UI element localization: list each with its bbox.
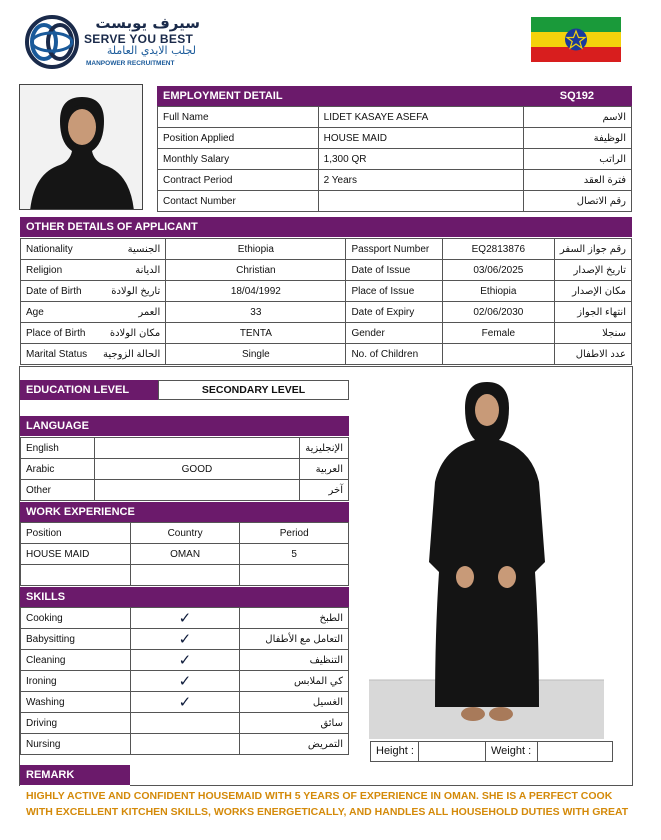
skill-label: Babysitting bbox=[21, 629, 131, 650]
employment-label: Position Applied bbox=[158, 128, 319, 149]
other-label-ar: الجنسية bbox=[98, 239, 166, 260]
employment-label-ar: رقم الاتصال bbox=[524, 191, 632, 212]
employment-label: Monthly Salary bbox=[158, 149, 319, 170]
skill-label: Cleaning bbox=[21, 650, 131, 671]
other-value-2: 02/06/2030 bbox=[442, 302, 554, 323]
employment-label-ar: الراتب bbox=[524, 149, 632, 170]
other-label: Age bbox=[21, 302, 99, 323]
skill-label-ar: التمريض bbox=[240, 734, 349, 755]
other-label-2-ar: مكان الإصدار bbox=[554, 281, 631, 302]
education-level-value: SECONDARY LEVEL bbox=[158, 380, 349, 400]
other-label-2-ar: سنجلا bbox=[554, 323, 631, 344]
applicant-full-body-photo bbox=[369, 372, 604, 739]
measurements-row bbox=[370, 741, 613, 762]
other-details-row bbox=[21, 323, 632, 344]
skill-check-icon: ✓ bbox=[130, 650, 239, 671]
language-label: Other bbox=[21, 480, 95, 501]
remark-header bbox=[20, 765, 130, 785]
logo-english-name: SERVE YOU BEST bbox=[84, 32, 194, 46]
other-details-title: OTHER DETAILS OF APPLICANT bbox=[26, 221, 198, 233]
work-column-header: Period bbox=[240, 523, 349, 544]
other-details-row bbox=[21, 260, 632, 281]
weight-label: Weight : bbox=[486, 742, 538, 761]
work-experience-header bbox=[20, 502, 349, 522]
employment-value bbox=[318, 191, 524, 212]
other-details-row bbox=[21, 302, 632, 323]
language-table bbox=[20, 437, 349, 501]
other-label-2-ar: تاريخ الإصدار bbox=[554, 260, 631, 281]
work-cell bbox=[130, 565, 240, 586]
height-value bbox=[419, 742, 486, 761]
employment-label: Contact Number bbox=[158, 191, 319, 212]
work-experience-table bbox=[20, 522, 349, 586]
other-label-2: Date of Expiry bbox=[346, 302, 442, 323]
logo-knot-icon bbox=[24, 14, 80, 70]
left-frame-line bbox=[19, 366, 20, 786]
language-title: LANGUAGE bbox=[26, 420, 89, 432]
other-value: 18/04/1992 bbox=[166, 281, 346, 302]
language-value: GOOD bbox=[94, 459, 299, 480]
other-label-ar: الديانة bbox=[98, 260, 166, 281]
skill-label-ar: كي الملابس bbox=[240, 671, 349, 692]
skill-check-icon bbox=[130, 734, 239, 755]
language-header bbox=[20, 416, 349, 436]
education-level-label-text: EDUCATION LEVEL bbox=[26, 384, 130, 396]
skill-label-ar: الغسيل bbox=[240, 692, 349, 713]
employment-row bbox=[158, 149, 632, 170]
employment-label: Contract Period bbox=[158, 170, 319, 191]
other-label-2-ar: رقم جواز السفر bbox=[554, 239, 631, 260]
height-label: Height : bbox=[371, 742, 419, 761]
work-row bbox=[21, 544, 349, 565]
remark-header-line bbox=[130, 785, 632, 786]
skill-label-ar: سائق bbox=[240, 713, 349, 734]
other-label: Marital Status bbox=[21, 344, 99, 365]
other-label: Religion bbox=[21, 260, 99, 281]
employment-detail-table bbox=[157, 106, 632, 212]
employment-row bbox=[158, 128, 632, 149]
other-value-2 bbox=[442, 344, 554, 365]
other-label-ar: مكان الولادة bbox=[98, 323, 166, 344]
skill-row bbox=[21, 608, 349, 629]
mid-frame-line bbox=[19, 366, 633, 367]
employment-row bbox=[158, 191, 632, 212]
work-cell: OMAN bbox=[130, 544, 240, 565]
remark-text bbox=[26, 788, 636, 820]
skills-header bbox=[20, 587, 349, 607]
employment-value: HOUSE MAID bbox=[318, 128, 524, 149]
work-cell: HOUSE MAID bbox=[21, 544, 131, 565]
work-cell bbox=[21, 565, 131, 586]
remark-line-1: HIGHLY ACTIVE AND CONFIDENT HOUSEMAID WITH 5 YEARS OF EXPERIENCE IN OMAN. SHE IS A PERFECT COOK bbox=[26, 790, 613, 802]
applicant-portrait-photo bbox=[19, 84, 143, 210]
remark-title: REMARK bbox=[26, 769, 75, 781]
company-logo bbox=[24, 14, 224, 70]
other-label-2-ar: انتهاء الجواز bbox=[554, 302, 631, 323]
skill-label: Ironing bbox=[21, 671, 131, 692]
other-value: Ethiopia bbox=[166, 239, 346, 260]
work-experience-title: WORK EXPERIENCE bbox=[26, 506, 135, 518]
employment-label-ar: الوظيفة bbox=[524, 128, 632, 149]
skill-label: Nursing bbox=[21, 734, 131, 755]
other-details-row bbox=[21, 239, 632, 260]
employment-row bbox=[158, 107, 632, 128]
other-value: TENTA bbox=[166, 323, 346, 344]
remark-line-2: WITH EXCELLENT KITCHEN SKILLS, WORKS ENERGETICALLY, AND HANDLES ALL HOUSEHOLD DUTIES WITH GREAT bbox=[26, 806, 629, 818]
other-label: Date of Birth bbox=[21, 281, 99, 302]
skills-title: SKILLS bbox=[26, 591, 66, 603]
language-value bbox=[94, 480, 299, 501]
skill-check-icon: ✓ bbox=[130, 608, 239, 629]
other-value: 33 bbox=[166, 302, 346, 323]
skill-label-ar: التعامل مع الأطفال bbox=[240, 629, 349, 650]
work-column-header: Country bbox=[130, 523, 240, 544]
other-label-2-ar: عدد الاطفال bbox=[554, 344, 631, 365]
employment-label-ar: الاسم bbox=[524, 107, 632, 128]
work-column-header: Position bbox=[21, 523, 131, 544]
logo-arabic-sub: لجلب الايدي العاملة bbox=[106, 44, 196, 57]
language-row bbox=[21, 480, 349, 501]
logo-arabic-name: سيرف يوبست bbox=[95, 14, 200, 32]
language-value bbox=[94, 438, 299, 459]
other-label-2: Gender bbox=[346, 323, 442, 344]
employment-label-ar: فترة العقد bbox=[524, 170, 632, 191]
work-header-row bbox=[21, 523, 349, 544]
skill-row bbox=[21, 650, 349, 671]
employment-detail-title: EMPLOYMENT DETAIL bbox=[163, 90, 283, 102]
other-details-row bbox=[21, 344, 632, 365]
other-value-2: EQ2813876 bbox=[442, 239, 554, 260]
skill-label: Washing bbox=[21, 692, 131, 713]
language-row bbox=[21, 438, 349, 459]
skill-label-ar: التنظيف bbox=[240, 650, 349, 671]
language-label: Arabic bbox=[21, 459, 95, 480]
right-frame-line bbox=[632, 366, 633, 786]
other-label-ar: العمر bbox=[98, 302, 166, 323]
other-label: Place of Birth bbox=[21, 323, 99, 344]
skill-check-icon: ✓ bbox=[130, 692, 239, 713]
other-value: Christian bbox=[166, 260, 346, 281]
work-cell: 5 bbox=[240, 544, 349, 565]
skill-check-icon: ✓ bbox=[130, 629, 239, 650]
employment-label: Full Name bbox=[158, 107, 319, 128]
other-details-row bbox=[21, 281, 632, 302]
other-label: Nationality bbox=[21, 239, 99, 260]
other-value-2: Ethiopia bbox=[442, 281, 554, 302]
language-label-ar: آخر bbox=[300, 480, 349, 501]
employment-row bbox=[158, 170, 632, 191]
other-value-2: Female bbox=[442, 323, 554, 344]
skill-label: Cooking bbox=[21, 608, 131, 629]
skills-table bbox=[20, 607, 349, 755]
other-label-2: Place of Issue bbox=[346, 281, 442, 302]
ethiopia-flag-icon bbox=[531, 17, 621, 62]
other-details-table bbox=[20, 238, 632, 365]
language-label: English bbox=[21, 438, 95, 459]
employment-value: 1,300 QR bbox=[318, 149, 524, 170]
skill-row bbox=[21, 671, 349, 692]
logo-tagline: MANPOWER RECRUITMENT bbox=[86, 60, 175, 67]
other-label-2: Passport Number bbox=[346, 239, 442, 260]
language-label-ar: الإنجليزية bbox=[300, 438, 349, 459]
employment-value: 2 Years bbox=[318, 170, 524, 191]
other-label-ar: الحالة الزوجية bbox=[98, 344, 166, 365]
work-cell bbox=[240, 565, 349, 586]
other-value: Single bbox=[166, 344, 346, 365]
other-label-2: No. of Children bbox=[346, 344, 442, 365]
other-label-ar: تاريخ الولادة bbox=[98, 281, 166, 302]
applicant-code: SQ192 bbox=[559, 90, 594, 102]
skill-row bbox=[21, 734, 349, 755]
language-row bbox=[21, 459, 349, 480]
skill-label: Driving bbox=[21, 713, 131, 734]
skill-row bbox=[21, 629, 349, 650]
other-value-2: 03/06/2025 bbox=[442, 260, 554, 281]
skill-check-icon: ✓ bbox=[130, 671, 239, 692]
skill-row bbox=[21, 692, 349, 713]
skill-label-ar: الطبخ bbox=[240, 608, 349, 629]
skill-check-icon bbox=[130, 713, 239, 734]
weight-value bbox=[538, 742, 612, 761]
skill-row bbox=[21, 713, 349, 734]
employment-value: LIDET KASAYE ASEFA bbox=[318, 107, 524, 128]
other-details-header bbox=[20, 217, 632, 237]
employment-detail-header bbox=[157, 86, 632, 106]
language-label-ar: العربية bbox=[300, 459, 349, 480]
education-level-label bbox=[20, 380, 158, 400]
other-label-2: Date of Issue bbox=[346, 260, 442, 281]
work-row bbox=[21, 565, 349, 586]
